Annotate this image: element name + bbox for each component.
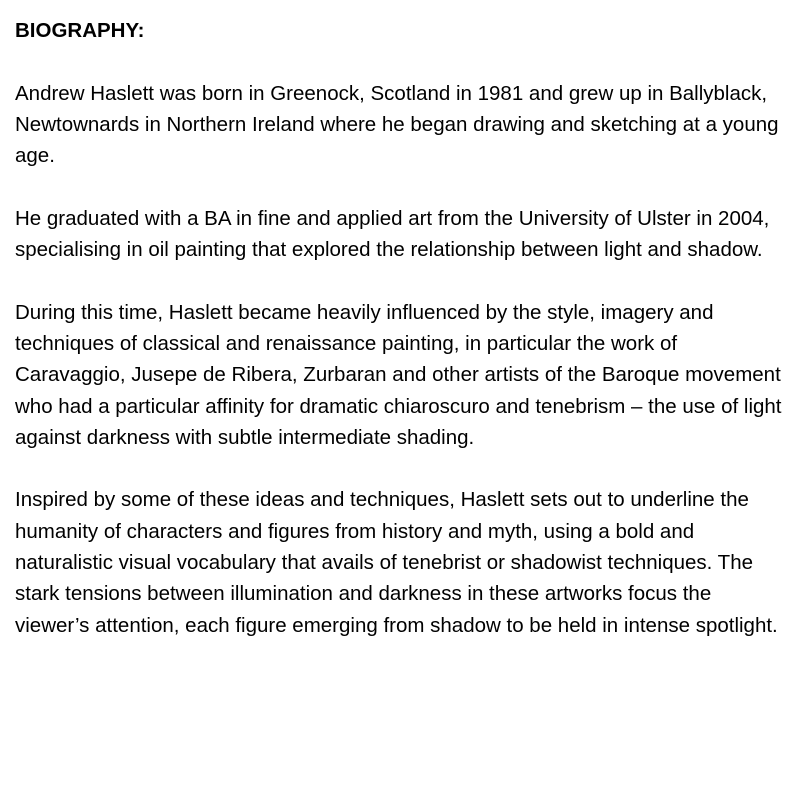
- paragraph-influences: During this time, Haslett became heavily influenced by the style, imagery and techniques of classical and renaissance painting, in particular the work of Caravaggio, Jusepe de Ribera, Zurbaran and other artists of the Baroque movement who had a particular affinity for dramatic chiaroscuro and tenebrism – the use of light against darkness with subtle intermediate shading.: [15, 300, 782, 449]
- document-page: [15, 15, 790, 641]
- paragraph-approach: Inspired by some of these ideas and techniques, Haslett sets out to underline the humanity of characters and figures from history and myth, using a bold and naturalistic visual vocabulary that avails of tenebrist or shadowist techniques. The stark tensions between illumination and darkness in these artworks focus the viewer’s attention, each figure emerging from shadow to be held in intense spotlight.: [15, 488, 778, 637]
- paragraph-birth: Andrew Haslett was born in Greenock, Scotland in 1981 and grew up in Ballyblack, Newtownards in Northern Ireland where he began drawing and sketching at a young age.: [15, 81, 779, 168]
- paragraph-education: He graduated with a BA in fine and applied art from the University of Ulster in 2004, specialising in oil painting that explored the relationship between light and shadow.: [15, 206, 770, 262]
- document-heading: BIOGRAPHY:: [15, 19, 145, 42]
